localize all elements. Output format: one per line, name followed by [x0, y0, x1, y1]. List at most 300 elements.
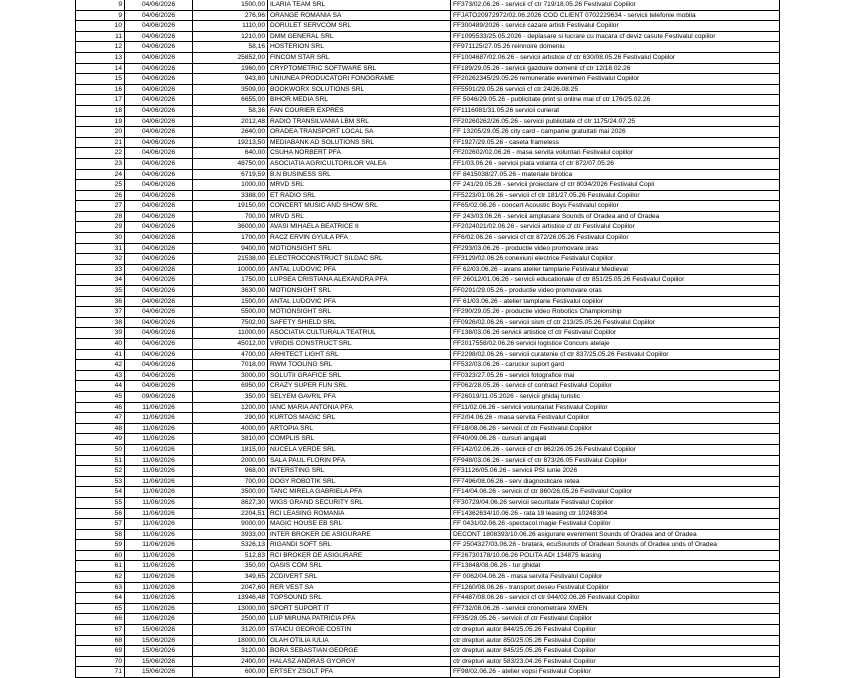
supplier-name-cell: SAFETY SHIELD SRL — [268, 317, 451, 328]
supplier-name-cell: RCI LEASING ROMANIA — [268, 508, 451, 519]
supplier-name-cell: CSUHA NORBERT PFA — [268, 148, 451, 159]
payment-date-cell: 11/06/2026 — [125, 455, 193, 466]
row-number-cell: 64 — [76, 593, 125, 604]
row-number-cell: 67 — [76, 625, 125, 636]
supplier-name-cell: RIGANDI SOFT SRL — [268, 540, 451, 551]
amount-cell: 18000,00 — [193, 635, 268, 646]
row-number-cell: 22 — [76, 148, 125, 159]
supplier-name-cell: ET RADIO SRL — [268, 190, 451, 201]
description-cell: FFJATO20972972/02.06.2026 COD CLIENT 0702229634 - servicii telefonie mobila — [451, 10, 780, 21]
description-cell: FF1927/29.05.26 - caseta frameless — [451, 137, 780, 148]
row-number-cell: 12 — [76, 42, 125, 53]
amount-cell: 2047,60 — [193, 582, 268, 593]
amount-cell: 6719,59 — [193, 169, 268, 180]
payment-date-cell: 11/06/2026 — [125, 497, 193, 508]
supplier-name-cell: MRVD SRL — [268, 180, 451, 191]
supplier-name-cell: VIRIDIS CONSTRUCT SRL — [268, 339, 451, 350]
supplier-name-cell: MEDIABANK AD SOLUTIONS SRL — [268, 137, 451, 148]
row-number-cell: 61 — [76, 561, 125, 572]
description-cell: FF6/02.06.26 - servicii cf ctr 872/26.05.26 Festivalul Copiilor — [451, 233, 780, 244]
table-row — [76, 169, 780, 180]
supplier-name-cell: RER VEST SA — [268, 582, 451, 593]
row-number-cell: 29 — [76, 222, 125, 233]
payment-date-cell: 04/06/2026 — [125, 211, 193, 222]
table-row — [76, 275, 780, 286]
description-cell: FF31126/05.06.26 - servicii PSI iunie 2026 — [451, 466, 780, 477]
description-cell: FF 26012/01.06.26 - servicii educationale cf ctr 851/25.05.26 Festivalul Copiilor — [451, 275, 780, 286]
table-row — [76, 614, 780, 625]
supplier-name-cell: LUPSEA CRISTIANA ALEXANDRA PFA — [268, 275, 451, 286]
amount-cell: 2204,51 — [193, 508, 268, 519]
description-cell: FF1004687/02.06.26 - servicii artistice cf ctr 630/08.05.26 Festivalul Copiilor — [451, 52, 780, 63]
table-row — [76, 52, 780, 63]
table-row — [76, 243, 780, 254]
description-cell: FF300489/2026 - servicii cazare artisti Festivalul Copiilor — [451, 21, 780, 32]
supplier-name-cell: RADIO TRANSILVANIA LBM SRL — [268, 116, 451, 127]
table-row — [76, 349, 780, 360]
supplier-name-cell: SPORT SUPORT IT — [268, 603, 451, 614]
payment-date-cell: 09/06/2026 — [125, 391, 193, 402]
amount-cell: 1110,00 — [193, 21, 268, 32]
supplier-name-cell: ANTAL LUDOVIC PFA — [268, 296, 451, 307]
table-row — [76, 402, 780, 413]
amount-cell: 11000,00 — [193, 328, 268, 339]
table-row — [76, 529, 780, 540]
description-cell: FF 13205/29.05.26 city card - campanie gratuitati mai 2026 — [451, 127, 780, 138]
supplier-name-cell: BIHOR MEDIA SRL — [268, 95, 451, 106]
payment-date-cell: 04/06/2026 — [125, 254, 193, 265]
table-row — [76, 625, 780, 636]
table-row — [76, 63, 780, 74]
row-number-cell: 38 — [76, 317, 125, 328]
table-row — [76, 508, 780, 519]
amount-cell: 1815,00 — [193, 444, 268, 455]
supplier-name-cell: RACZ ERVIN GYULA PFA — [268, 233, 451, 244]
row-number-cell: 62 — [76, 572, 125, 583]
table-row — [76, 116, 780, 127]
payment-date-cell: 04/06/2026 — [125, 222, 193, 233]
table-row — [76, 148, 780, 159]
table-row — [76, 10, 780, 21]
payment-date-cell: 04/06/2026 — [125, 296, 193, 307]
table-row — [76, 635, 780, 646]
payment-date-cell: 04/06/2026 — [125, 328, 193, 339]
table-row — [76, 74, 780, 85]
payment-date-cell: 11/06/2026 — [125, 582, 193, 593]
payment-date-cell: 04/06/2026 — [125, 349, 193, 360]
row-number-cell: 31 — [76, 243, 125, 254]
table-row — [76, 646, 780, 657]
description-cell: FF138/03.06.26 servicii artistice cf ctr Festivalul Copiilor — [451, 328, 780, 339]
description-cell: FF26730178/10.06.26 POLITA ADI 134875 leasing — [451, 550, 780, 561]
table-row — [76, 593, 780, 604]
description-cell: FF2024021/02.06.26 - servicii artistice cf ctr Festivalul Copiilor — [451, 222, 780, 233]
description-cell: ctr drepturi autor 583/23.04.26 Festivalul Copiilor — [451, 656, 780, 667]
description-cell: FF4487/08.06.26 - servicii cf ctr 944/02.06.26 Festivalul Copiilor — [451, 593, 780, 604]
amount-cell: 9000,00 — [193, 519, 268, 530]
amount-cell: 1000,00 — [193, 180, 268, 191]
payment-date-cell: 04/06/2026 — [125, 148, 193, 159]
description-cell: FF26019/11.05.2026 - servicii ghidaj turistic — [451, 391, 780, 402]
description-cell: FF2298/02.06.26 - servicii curatenie cf ctr 837/25.05.26 Festivalul Copiilor — [451, 349, 780, 360]
supplier-name-cell: IANC MARIA ANTONIA PFA — [268, 402, 451, 413]
table-row — [76, 370, 780, 381]
description-cell: FF971125/27.05.26 reinnoire domeniu — [451, 42, 780, 53]
supplier-name-cell: ARTOPIA SRL — [268, 423, 451, 434]
row-number-cell: 27 — [76, 201, 125, 212]
supplier-name-cell: TANC MIRELA GABRIELA PFA — [268, 487, 451, 498]
amount-cell: 3810,00 — [193, 434, 268, 445]
amount-cell: 8627,30 — [193, 497, 268, 508]
supplier-name-cell: MRVD SRL — [268, 211, 451, 222]
payment-date-cell: 04/06/2026 — [125, 264, 193, 275]
amount-cell: 1500,00 — [193, 296, 268, 307]
amount-cell: 512,83 — [193, 550, 268, 561]
table-row — [76, 127, 780, 138]
supplier-name-cell: NUCELA VERDE SRL — [268, 444, 451, 455]
supplier-name-cell: ERTSEY ZSOLT PFA — [268, 667, 451, 678]
table-row — [76, 656, 780, 667]
payment-date-cell: 11/06/2026 — [125, 434, 193, 445]
table-row — [76, 466, 780, 477]
table-row — [76, 561, 780, 572]
row-number-cell: 11 — [76, 31, 125, 42]
row-number-cell: 18 — [76, 105, 125, 116]
payment-date-cell: 04/06/2026 — [125, 180, 193, 191]
payment-date-cell: 04/06/2026 — [125, 158, 193, 169]
payment-date-cell: 04/06/2026 — [125, 10, 193, 21]
description-cell: DECONT 1808393/10.06.26 asigurare eveniment Sounds of Oradea and of Oradea — [451, 529, 780, 540]
amount-cell: 350,00 — [193, 561, 268, 572]
supplier-name-cell: TOPSOUND SRL — [268, 593, 451, 604]
payment-date-cell: 11/06/2026 — [125, 423, 193, 434]
supplier-name-cell: ASOCIATIA AGRICULTORILOR VALEA — [268, 158, 451, 169]
amount-cell: 640,00 — [193, 148, 268, 159]
supplier-name-cell: WIGS GRAND SECURITY SRL — [268, 497, 451, 508]
row-number-cell: 10 — [76, 21, 125, 32]
supplier-name-cell: FINCOM STAR SRL — [268, 52, 451, 63]
supplier-name-cell: DOGY ROBOTIK SRL — [268, 476, 451, 487]
table-row — [76, 434, 780, 445]
payment-date-cell: 11/06/2026 — [125, 519, 193, 530]
supplier-name-cell: ARHITECT LIGHT SRL — [268, 349, 451, 360]
row-number-cell: 50 — [76, 444, 125, 455]
description-cell: FF40/09.06.26 - cursuri angajati — [451, 434, 780, 445]
row-number-cell: 48 — [76, 423, 125, 434]
description-cell: FF732/08.06.26 - servicii cronometrare XMEN — [451, 603, 780, 614]
description-cell: FF202602/02.06.26 - masa servita voluntari Festivalul copiilor — [451, 148, 780, 159]
description-cell: FF30729/04.06.26 servicii securitate Festivalul Copiilor — [451, 497, 780, 508]
amount-cell: 700,00 — [193, 211, 268, 222]
table-row — [76, 497, 780, 508]
row-number-cell: 58 — [76, 529, 125, 540]
payment-date-cell: 04/06/2026 — [125, 286, 193, 297]
description-cell: FF293/03.06.26 - productie video promovare oras — [451, 243, 780, 254]
amount-cell: 3933,00 — [193, 529, 268, 540]
row-number-cell: 34 — [76, 275, 125, 286]
row-number-cell: 68 — [76, 635, 125, 646]
row-number-cell: 69 — [76, 646, 125, 657]
supplier-name-cell: KURTOS MAGIC SRL — [268, 413, 451, 424]
row-number-cell: 47 — [76, 413, 125, 424]
description-cell: FF948/03.06.26 - servicii cf ctr 873/26.05 Festivalul Copiilor — [451, 455, 780, 466]
amount-cell: 58,16 — [193, 42, 268, 53]
supplier-name-cell: MOTIONSIGHT SRL — [268, 286, 451, 297]
amount-cell: 3630,00 — [193, 286, 268, 297]
amount-cell: 5326,13 — [193, 540, 268, 551]
payment-date-cell: 04/06/2026 — [125, 0, 193, 10]
table-row — [76, 233, 780, 244]
amount-cell: 4000,00 — [193, 423, 268, 434]
description-cell: FF 61/03.06.26 - atelier tamplarie Festivalul copiilor — [451, 296, 780, 307]
description-cell: FF0323/27.05.26 - servicii fotografice mai — [451, 370, 780, 381]
table-row — [76, 550, 780, 561]
payment-date-cell: 04/06/2026 — [125, 275, 193, 286]
table-row — [76, 413, 780, 424]
amount-cell: 3000,00 — [193, 370, 268, 381]
table-row — [76, 21, 780, 32]
supplier-name-cell: HALASZ ANDRAS GYORGY — [268, 656, 451, 667]
row-number-cell: 21 — [76, 137, 125, 148]
payment-date-cell: 11/06/2026 — [125, 466, 193, 477]
payments-table — [75, 0, 780, 678]
table-row — [76, 572, 780, 583]
payment-date-cell: 04/06/2026 — [125, 137, 193, 148]
row-number-cell: 30 — [76, 233, 125, 244]
table-row — [76, 264, 780, 275]
row-number-cell: 26 — [76, 190, 125, 201]
row-number-cell: 14 — [76, 63, 125, 74]
description-cell: FF 243/03.06.26 - servicii amplasare Sounds of Oradea and of Oradea — [451, 211, 780, 222]
payment-date-cell: 11/06/2026 — [125, 444, 193, 455]
supplier-name-cell: COMPLIS SRL — [268, 434, 451, 445]
supplier-name-cell: HOSTERION SRL — [268, 42, 451, 53]
table-row — [76, 339, 780, 350]
payment-date-cell: 04/06/2026 — [125, 169, 193, 180]
supplier-name-cell: MAGIC HOUSE EB SRL — [268, 519, 451, 530]
description-cell: ctr drepturi autor 850/25.05.26 Festivalul Copiilor — [451, 635, 780, 646]
payment-date-cell: 15/06/2026 — [125, 667, 193, 678]
description-cell: FF 0062/04.06.26 - masa servita Festivalul Copiilor — [451, 572, 780, 583]
description-cell: FF3129/02.06.26 conexiuni electrice Festivalul Copiilor — [451, 254, 780, 265]
payment-date-cell: 04/06/2026 — [125, 74, 193, 85]
payment-date-cell: 04/06/2026 — [125, 233, 193, 244]
description-cell: ctr drepturi autor 845/25.05.26 Festivalul Copiilor — [451, 646, 780, 657]
table-row — [76, 360, 780, 371]
description-cell: FF1116081/31.05.26 servicii curierat — [451, 105, 780, 116]
row-number-cell: 32 — [76, 254, 125, 265]
amount-cell: 6950,00 — [193, 381, 268, 392]
supplier-name-cell: ANTAL LUDOVIC PFA — [268, 264, 451, 275]
supplier-name-cell: DMM GENERAL SRL — [268, 31, 451, 42]
amount-cell: 3500,00 — [193, 487, 268, 498]
amount-cell: 2000,00 — [193, 455, 268, 466]
row-number-cell: 35 — [76, 286, 125, 297]
description-cell: FF 5046/29.05.26 - publicitate print si online mai cf ctr 176/25.02.26 — [451, 95, 780, 106]
payment-date-cell: 04/06/2026 — [125, 95, 193, 106]
row-number-cell: 19 — [76, 116, 125, 127]
payment-date-cell: 11/06/2026 — [125, 540, 193, 551]
amount-cell: 290,00 — [193, 413, 268, 424]
payment-date-cell: 04/06/2026 — [125, 52, 193, 63]
payment-date-cell: 11/06/2026 — [125, 561, 193, 572]
supplier-name-cell: OASIS COM SRL — [268, 561, 451, 572]
payment-date-cell: 04/06/2026 — [125, 339, 193, 350]
supplier-name-cell: ILARIA TEAM SRL — [268, 0, 451, 10]
payment-date-cell: 11/06/2026 — [125, 402, 193, 413]
supplier-name-cell: FAN COURIER EXPRES — [268, 105, 451, 116]
table-row — [76, 582, 780, 593]
row-number-cell: 41 — [76, 349, 125, 360]
description-cell: FF18/08.06.26 - servicii cf ctr Festivalul Copiilor — [451, 423, 780, 434]
table-row — [76, 0, 780, 10]
table-row — [76, 423, 780, 434]
payment-date-cell: 04/06/2026 — [125, 360, 193, 371]
amount-cell: 1750,00 — [193, 275, 268, 286]
table-row — [76, 296, 780, 307]
supplier-name-cell: ELECTROCONSTRUCT SILDAC SRL — [268, 254, 451, 265]
row-number-cell: 37 — [76, 307, 125, 318]
description-cell: FF2017558/02.06.26 servicii logistice Concurs atelaje — [451, 339, 780, 350]
payments-table-body — [76, 0, 780, 678]
supplier-name-cell: ZCDIVERT SRL — [268, 572, 451, 583]
table-row — [76, 391, 780, 402]
description-cell: FF0291/29.05.26 - productie video promovare oras — [451, 286, 780, 297]
payment-date-cell: 04/06/2026 — [125, 317, 193, 328]
amount-cell: 6655,00 — [193, 95, 268, 106]
amount-cell: 19213,50 — [193, 137, 268, 148]
amount-cell: 7018,00 — [193, 360, 268, 371]
description-cell: FF20262345/29.05.26 remuneratie evenimen Festivalul Copiilor — [451, 74, 780, 85]
table-row — [76, 603, 780, 614]
row-number-cell: 39 — [76, 328, 125, 339]
description-cell: FF373/02.06.26 - servicii cf ctr 719/18.05.26 Festivalul Copiilor — [451, 0, 780, 10]
row-number-cell: 59 — [76, 540, 125, 551]
row-number-cell: 65 — [76, 603, 125, 614]
supplier-name-cell: B.N BUSINESS SRL — [268, 169, 451, 180]
row-number-cell: 46 — [76, 402, 125, 413]
amount-cell: 9400,00 — [193, 243, 268, 254]
supplier-name-cell: CRAZY SUPER FUN SRL — [268, 381, 451, 392]
supplier-name-cell: UNIUNEA PRODUCATORI FONOGRAME — [268, 74, 451, 85]
supplier-name-cell: BORA SEBASTIAN GEORGE — [268, 646, 451, 657]
amount-cell: 2500,00 — [193, 614, 268, 625]
payment-date-cell: 15/06/2026 — [125, 656, 193, 667]
row-number-cell: 9 — [76, 0, 125, 10]
payment-date-cell: 04/06/2026 — [125, 190, 193, 201]
table-row — [76, 137, 780, 148]
amount-cell: 10000,00 — [193, 264, 268, 275]
amount-cell: 1210,00 — [193, 31, 268, 42]
table-row — [76, 254, 780, 265]
amount-cell: 350,00 — [193, 391, 268, 402]
description-cell: FF13848/08.06.26 - tur ghidat — [451, 561, 780, 572]
row-number-cell: 28 — [76, 211, 125, 222]
description-cell: FF65/02.06.26 - concert Acoustic Boys Festivalul copiilor — [451, 201, 780, 212]
description-cell: FF20260262/26.05.26 - servicii publicitate cf ctr 1175/24.07.25 — [451, 116, 780, 127]
payment-date-cell: 11/06/2026 — [125, 476, 193, 487]
table-row — [76, 211, 780, 222]
payment-date-cell: 15/06/2026 — [125, 635, 193, 646]
row-number-cell: 24 — [76, 169, 125, 180]
amount-cell: 349,65 — [193, 572, 268, 583]
supplier-name-cell: RWM TOOLING SRL — [268, 360, 451, 371]
description-cell: FF1/03.06.26 - servicii piata volanta cf ctr 872/07.05.26 — [451, 158, 780, 169]
amount-cell: 1700,00 — [193, 233, 268, 244]
row-number-cell: 23 — [76, 158, 125, 169]
description-cell: FF11/02.06.26 - servicii voluntariat Festivalul Copiilor — [451, 402, 780, 413]
amount-cell: 2640,00 — [193, 127, 268, 138]
amount-cell: 48750,00 — [193, 158, 268, 169]
row-number-cell: 57 — [76, 519, 125, 530]
description-cell: FF1260/08.06.26 - transport deseu Festivalul Copiilor — [451, 582, 780, 593]
supplier-name-cell: SOLUTII GRAFICE SRL — [268, 370, 451, 381]
amount-cell: 4700,00 — [193, 349, 268, 360]
row-number-cell: 15 — [76, 74, 125, 85]
payment-date-cell: 11/06/2026 — [125, 572, 193, 583]
row-number-cell: 25 — [76, 180, 125, 191]
amount-cell: 1500,00 — [193, 0, 268, 10]
payment-date-cell: 11/06/2026 — [125, 593, 193, 604]
table-row — [76, 487, 780, 498]
amount-cell: 5500,00 — [193, 307, 268, 318]
table-row — [76, 158, 780, 169]
payment-date-cell: 04/06/2026 — [125, 63, 193, 74]
supplier-name-cell: SELYEM GAVRIL PFA — [268, 391, 451, 402]
row-number-cell: 9 — [76, 10, 125, 21]
description-cell: FF98/02.06.26 - atelier vopsi Festivalul Copiilor — [451, 667, 780, 678]
amount-cell: 21538,00 — [193, 254, 268, 265]
description-cell: FF532/03.06.26 - caruciur suport gard — [451, 360, 780, 371]
payment-date-cell: 04/06/2026 — [125, 84, 193, 95]
table-row — [76, 42, 780, 53]
table-row — [76, 476, 780, 487]
supplier-name-cell: RCI BROKER DE ASIGURARE — [268, 550, 451, 561]
amount-cell: 2012,48 — [193, 116, 268, 127]
supplier-name-cell: ORADEA TRANSPORT LOCAL SA — [268, 127, 451, 138]
row-number-cell: 55 — [76, 497, 125, 508]
description-cell: FF 2504327/03.06.26 - bratara, ecuSounds of Oradean Sounds of Oradea unds of Oradea — [451, 540, 780, 551]
row-number-cell: 71 — [76, 667, 125, 678]
description-cell: FF14/04.06.26 - servicii cf ctr 860/26.05.26 Festivalul Copiilor — [451, 487, 780, 498]
row-number-cell: 17 — [76, 95, 125, 106]
table-row — [76, 286, 780, 297]
row-number-cell: 42 — [76, 360, 125, 371]
amount-cell: 1200,00 — [193, 402, 268, 413]
amount-cell: 7502,00 — [193, 317, 268, 328]
amount-cell: 58,36 — [193, 105, 268, 116]
supplier-name-cell: STAICU GEORGE COSTIN — [268, 625, 451, 636]
supplier-name-cell: OLAH OTILIA IULIA — [268, 635, 451, 646]
payment-date-cell: 11/06/2026 — [125, 603, 193, 614]
supplier-name-cell: SALA PAUL FLORIN PFA — [268, 455, 451, 466]
description-cell: FF 0431/02.06.26 -spectacol magie Festivalul Copiilor — [451, 519, 780, 530]
table-row — [76, 180, 780, 191]
row-number-cell: 63 — [76, 582, 125, 593]
supplier-name-cell: INTERSTING SRL — [268, 466, 451, 477]
description-cell: FF 8415038/27.05.26 - materiale birotica — [451, 169, 780, 180]
supplier-name-cell: DORULET SERVCOM SRL — [268, 21, 451, 32]
row-number-cell: 40 — [76, 339, 125, 350]
row-number-cell: 66 — [76, 614, 125, 625]
table-row — [76, 381, 780, 392]
supplier-name-cell: ASOCIATIA CULTURALA TEATRUL — [268, 328, 451, 339]
description-cell: FF 62/03.06.26 - avans atelier tamplarie Festivalul Medieval — [451, 264, 780, 275]
table-row — [76, 201, 780, 212]
amount-cell: 3388,00 — [193, 190, 268, 201]
row-number-cell: 51 — [76, 455, 125, 466]
supplier-name-cell: INTER BROKER DE ASIGURARE — [268, 529, 451, 540]
